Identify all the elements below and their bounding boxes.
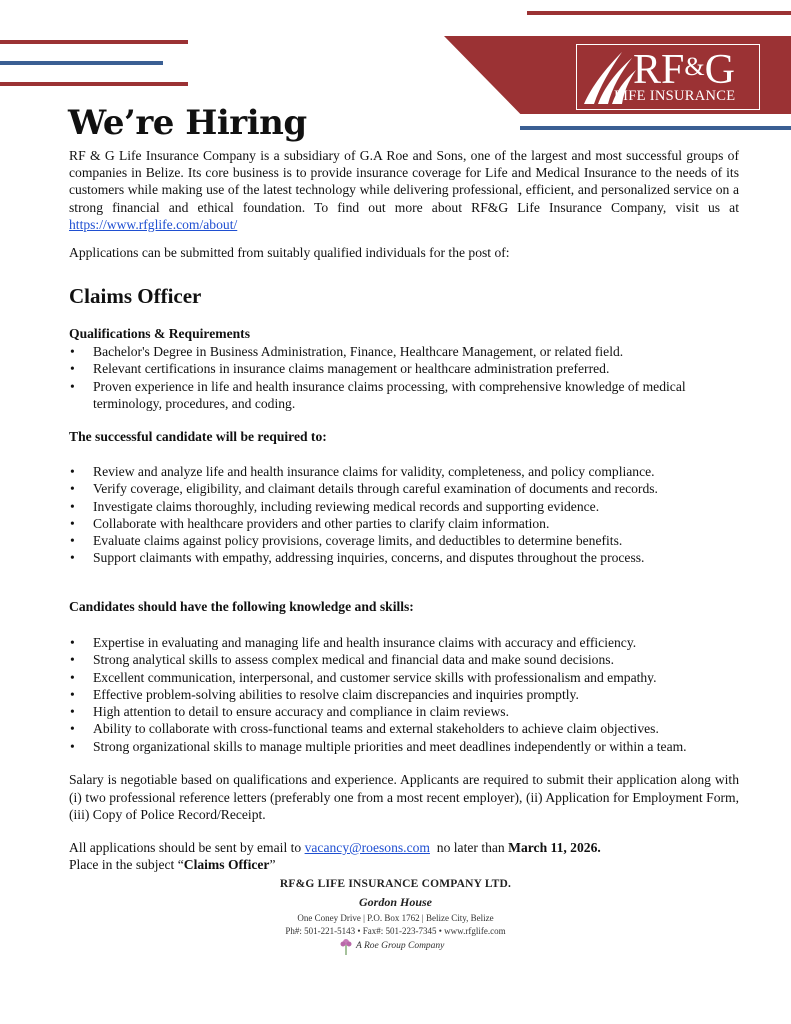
applications-line: Applications can be submitted from suitably qualified individuals for the post of: xyxy=(69,245,510,260)
intro-paragraph xyxy=(69,147,739,233)
footer-house: Gordon House xyxy=(358,895,432,909)
logo-main: RF xyxy=(633,47,685,93)
list-item: • Support claimants with empathy, addressing inquiries, concerns, and disputes throughout the process. xyxy=(69,549,729,566)
left-red-stripe-2 xyxy=(0,82,188,86)
list-item: • Strong organizational skills to manage multiple priorities and meet deadlines independently or within a team. xyxy=(69,738,729,755)
list-item: • Ability to collaborate with cross-functional teams and external stakeholders to achieve claim objectives. xyxy=(69,720,729,737)
list-item: • Excellent communication, interpersonal, and customer service skills with professionalism and empathy. xyxy=(69,669,729,686)
subject-value: Claims Officer xyxy=(183,857,270,872)
list-item: • Investigate claims thoroughly, including reviewing medical records and supporting evidence. xyxy=(69,498,729,515)
footer-address: One Coney Drive | P.O. Box 1762 | Belize City, Belize xyxy=(297,913,494,923)
list-item: • High attention to detail to ensure accuracy and compliance in claim reviews. xyxy=(69,703,729,720)
qualifications-list xyxy=(69,343,729,412)
skills-heading: Candidates should have the following knowledge and skills: xyxy=(69,599,414,614)
email-link[interactable]: vacancy@roesons.com xyxy=(304,840,430,855)
logo-end: G xyxy=(704,47,735,93)
subject-suffix: ” xyxy=(269,857,276,872)
list-item: • Expertise in evaluating and managing life and health insurance claims with accuracy and efficiency. xyxy=(69,634,729,651)
footer-contact: Ph#: 501-221-5143 • Fax#: 501-223-7345 • www.rfglife.com xyxy=(285,926,506,936)
logo-wordmark xyxy=(633,46,735,91)
left-red-stripe-1 xyxy=(0,40,188,44)
submission-line xyxy=(69,839,739,856)
submission-middle: no later than xyxy=(429,840,509,855)
page-title: We’re Hiring xyxy=(68,103,307,143)
list-item: • Collaborate with healthcare providers and other parties to clarify claim information. xyxy=(69,515,729,532)
list-item: • Evaluate claims against policy provisions, coverage limits, and deductibles to determine benefits. xyxy=(69,532,729,549)
list-item: • Verify coverage, eligibility, and claimant details through careful examination of documents and records. xyxy=(69,480,729,497)
list-item: • Effective problem-solving abilities to resolve claim discrepancies and inquiries promptly. xyxy=(69,686,729,703)
footer-company: RF&G LIFE INSURANCE COMPANY LTD. xyxy=(279,878,512,890)
subject-prefix: Place in the subject “ xyxy=(69,857,184,872)
list-item: • Review and analyze life and health insurance claims for validity, completeness, and policy compliance. xyxy=(69,463,729,480)
footer-group: A Roe Group Company xyxy=(356,941,445,951)
qualifications-heading: Qualifications & Requirements xyxy=(69,326,250,341)
top-right-red-stripe xyxy=(527,11,791,15)
logo-subtitle: LIFE INSURANCE xyxy=(614,88,736,104)
list-item: • Relevant certifications in insurance claims management or healthcare administration preferred. xyxy=(69,360,729,377)
about-link[interactable]: https://www.rfglife.com/about/ xyxy=(69,216,238,232)
skills-list xyxy=(69,634,729,755)
salary-paragraph: Salary is negotiable based on qualifications and experience. Applicants are required to submit their application along with (i) two professional reference letters (preferably one from a most recent employer), (ii) Application for Employment Form, (iii) Copy of Police Record/Receipt. xyxy=(69,772,739,823)
list-item: • Bachelor's Degree in Business Administration, Finance, Healthcare Management, or related field. xyxy=(69,343,729,360)
bottom-right-blue-stripe xyxy=(520,126,791,130)
submission-prefix: All applications should be sent by email to xyxy=(69,840,305,855)
position-title: Claims Officer xyxy=(69,284,202,308)
logo-amp: & xyxy=(684,52,705,81)
list-item: • Proven experience in life and health insurance claims processing, with comprehensive knowledge of medical terminology, procedures, and coding. xyxy=(69,378,729,413)
duties-list xyxy=(69,463,729,567)
left-blue-stripe-1 xyxy=(0,61,163,65)
intro-text: RF & G Life Insurance Company is a subsidiary of G.A Roe and Sons, one of the largest and most successful groups of companies in Belize. Its core business is to provide insurance coverage for Life and Medical Insurance to the needs of its customers while making use of the latest technology while delivering professional, efficient, and personalized service on a strong financial and ethical foundation. To find out more about RF&G Life Insurance Company, visit us at xyxy=(69,148,739,215)
duties-heading: The successful candidate will be required to: xyxy=(69,429,327,444)
list-item: • Strong analytical skills to assess complex medical and financial data and make sound decisions. xyxy=(69,651,729,668)
deadline: March 11, 2026. xyxy=(508,840,601,855)
flower-icon xyxy=(338,936,354,956)
subject-line xyxy=(69,856,739,873)
